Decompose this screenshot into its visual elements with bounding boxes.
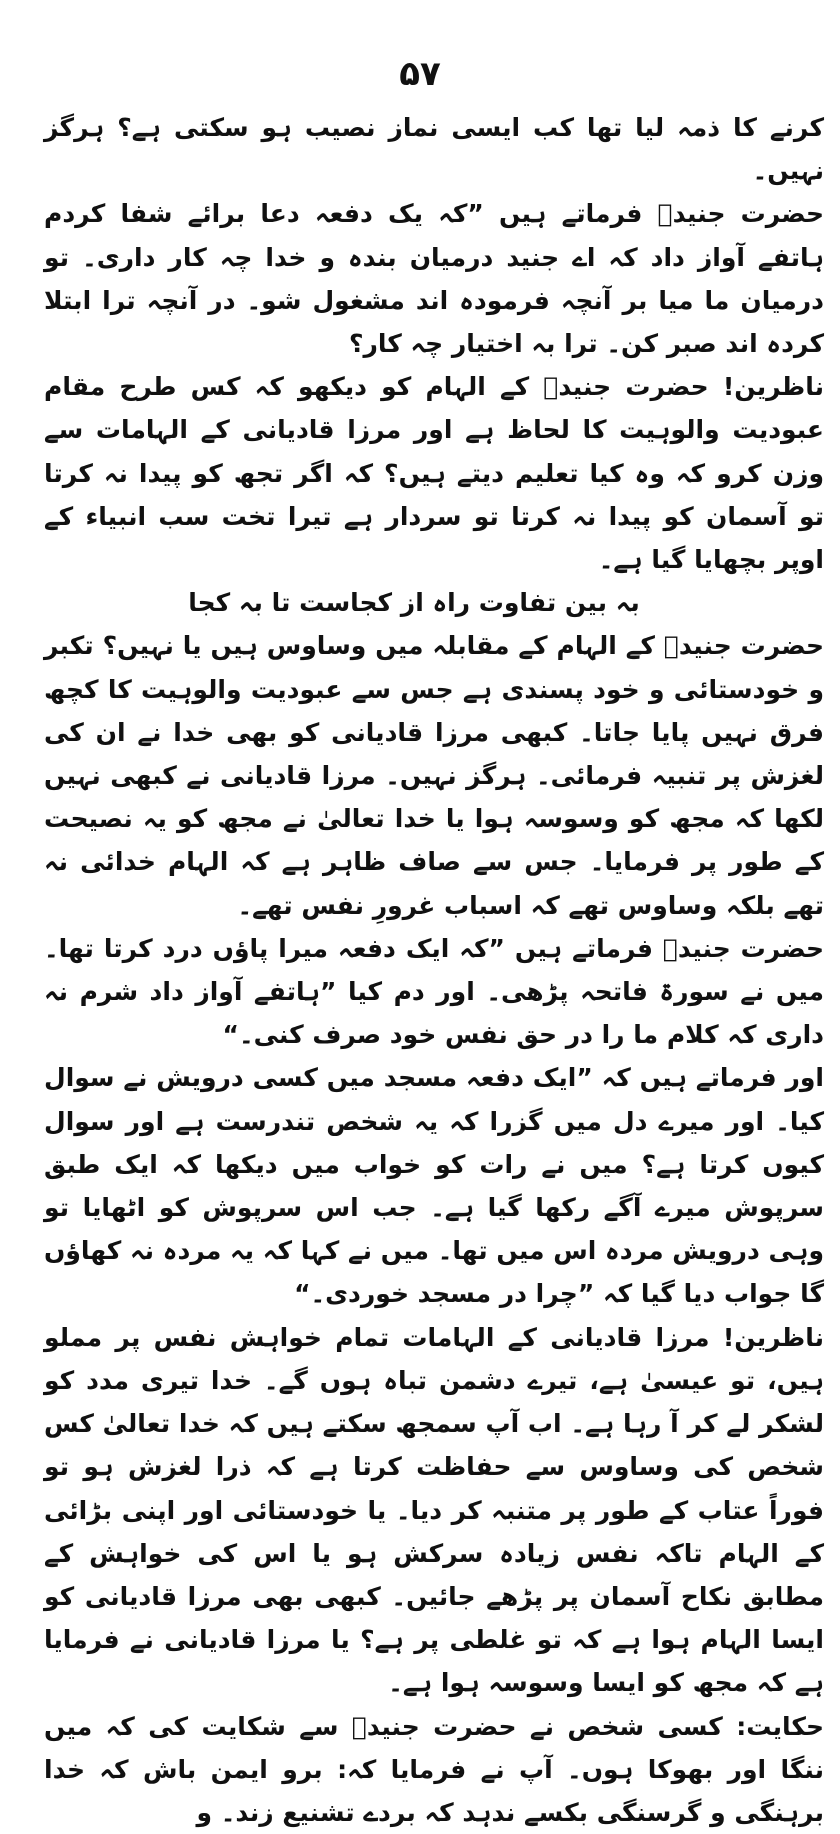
paragraph-6: اور فرماتے ہیں کہ ”ایک دفعہ مسجد میں کسی درویش نے سوال کیا۔ اور میرے دل میں گزرا کہ یہ شخص تندرست ہے اور سوال کیوں کرتا ہے؟ میں نے رات کو خواب میں دیکھا کہ ایک طبق سرپوش میرے آگے رکھا گیا ہے۔ جب اس سرپوش کو اٹھایا تو وہی درویش مردہ اس میں تھا۔ میں نے کہا کہ یہ مردہ نہ کھاؤں گا جواب دیا گیا کہ ”چرا در مسجد خوردی۔“	[44, 1063, 824, 1309]
paragraph-1: کرنے کا ذمہ لیا تھا کب ایسی نماز نصیب ہو سکتی ہے؟ ہرگز نہیں۔	[44, 113, 824, 186]
body-text	[44, 106, 824, 1834]
persian-verse: بہ بین تفاوت راہ از کجاست تا بہ کجا	[188, 588, 640, 618]
page-number: ۵۷	[399, 54, 441, 94]
paragraph-7: ناظرین! مرزا قادیانی کے الہامات تمام خواہش نفس پر مملو ہیں، تو عیسیٰ ہے، تیرے دشمن تباہ ہوں گے۔ خدا تیری مدد کو لشکر لے کر آ رہا ہے۔ اب آپ سمجھ سکتے ہیں کہ خدا تعالیٰ کس شخص کی وساوس سے حفاظت کرتا ہے کہ ذرا لغزش ہو تو فوراً عتاب کے طور پر متنبہ کر دیا۔ یا خودستائی اور اپنی بڑائی کے الہام تاکہ نفس زیادہ سرکش ہو یا اس کی خواہش کے مطابق نکاح آسمان پر پڑھے جائیں۔ کبھی بھی مرزا قادیانی کو ایسا الہام ہوا ہے کہ تو غلطی پر ہے؟ یا مرزا قادیانی نے فرمایا ہے کہ مجھ کو ایسا وسوسہ ہوا ہے۔	[44, 1322, 824, 1698]
paragraph-4: حضرت جنیدؒ کے الہام کے مقابلہ میں وساوس ہیں یا نہیں؟ تکبر و خودستائی و خود پسندی ہے جس سے عبودیت والوہیت کا کچھ فرق نہیں پایا جاتا۔ کبھی مرزا قادیانی کو بھی خدا نے ان کی لغزش پر تنبیہ فرمائی۔ ہرگز نہیں۔ مرزا قادیانی نے کبھی نہیں لکھا کہ مجھ کو وسوسہ ہوا یا خدا تعالیٰ نے مجھ کو یہ نصیحت کے طور پر فرمایا۔ جس سے صاف ظاہر ہے کہ الہام خدائی نہ تھے بلکہ وساوس تھے کہ اسباب غرورِ نفس تھے۔	[44, 631, 824, 920]
paragraph-5: حضرت جنیدؒ فرماتے ہیں ”کہ ایک دفعہ میرا پاؤں درد کرتا تھا۔ میں نے سورۃ فاتحہ پڑھی۔ اور دم کیا ”ہاتفے آواز داد شرم نہ داری کہ کلام ما را در حق نفس خود صرف کنی۔“	[44, 933, 824, 1050]
paragraph-2: حضرت جنیدؒ فرماتے ہیں ”کہ یک دفعہ دعا برائے شفا کردم ہاتفے آواز داد کہ اے جنید درمیان بندہ و خدا چہ کار داری۔ تو درمیان ما میا بر آنچہ فرمودہ اند مشغول شو۔ در آنچہ ترا ابتلا کردہ اند صبر کن۔ ترا بہ اختیار چہ کار؟	[44, 199, 824, 359]
paragraph-3: ناظرین! حضرت جنیدؒ کے الہام کو دیکھو کہ کس طرح مقام عبودیت والوہیت کا لحاظ ہے اور مرزا قادیانی کے الہامات سے وزن کرو کہ وہ کیا تعلیم دیتے ہیں؟ کہ اگر تجھ کو پیدا نہ کرتا تو آسمان کو پیدا نہ کرتا تو سردار ہے تیرا تخت سب انبیاء کے اوپر بچھایا گیا ہے۔	[44, 372, 824, 575]
paragraph-8: حکایت: کسی شخص نے حضرت جنیدؒ سے شکایت کی کہ میں ننگا اور بھوکا ہوں۔ آپ نے فرمایا کہ: برو ایمن باش کہ خدا برہنگی و گرسنگی بکسے ندہد کہ بردے تشنیع زند۔ و	[44, 1711, 824, 1827]
